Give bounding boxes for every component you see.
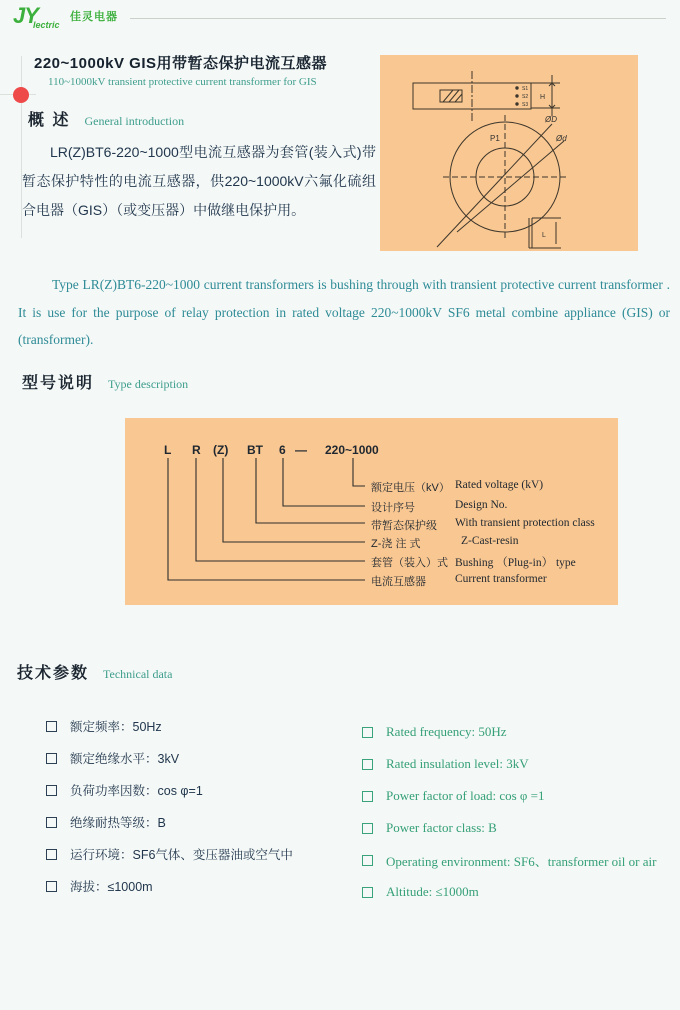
type-code-bt: BT (247, 443, 263, 457)
tech-item (46, 870, 293, 902)
overview-heading-cn: 概 述 (28, 112, 71, 129)
type-row-label-en: With transient protection class (455, 517, 595, 529)
tech-item-label: Operating environment: SF6、transformer oil or air (386, 853, 657, 869)
header-divider (130, 18, 666, 19)
dimension-h-label: H (540, 94, 546, 101)
type-row-label-cn: 电流互感器 (371, 576, 426, 588)
tech-item-label: Rated frequency: 50Hz (386, 724, 507, 739)
type-heading-en: Type description (108, 377, 189, 391)
overview-heading-en: General introduction (84, 114, 185, 128)
type-code-dash: — (295, 443, 307, 457)
type-code-r: R (192, 443, 201, 457)
type-row-label-en: Design No. (455, 499, 508, 511)
type-row-label-en: Rated voltage (kV) (455, 479, 544, 491)
overview-paragraph-cn: LR(Z)BT6-220~1000型电流互感器为套管(装入式)带暂态保护特性的电流互感器，供220~1000kV六氟化硫组合电器（GIS）（或变压器）中做继电保护用。 (22, 144, 376, 218)
tech-item-label: 负荷功率因数：cos φ=1 (70, 784, 203, 798)
tech-item (46, 806, 293, 838)
tech-item-label: Power factor of load: cos φ =1 (386, 788, 545, 803)
type-code-6: 6 (279, 443, 286, 457)
checkbox-icon (362, 823, 373, 834)
type-row-label-cn: 带暂态保护级 (371, 520, 437, 532)
tech-item-label: Rated insulation level: 3kV (386, 756, 529, 771)
company-logo (13, 3, 143, 37)
dimension-l-label: L (542, 232, 546, 239)
checkbox-icon (46, 817, 57, 828)
checkbox-icon (46, 849, 57, 860)
checkbox-icon (362, 855, 373, 866)
page-subtitle: 110~1000kV transient protective current transformer for GIS (48, 76, 317, 88)
terminal-label-s2: S2 (522, 94, 529, 100)
tech-item-label: 海拔：≤1000m (70, 880, 153, 894)
overview-heading (28, 107, 184, 130)
tech-item (362, 748, 656, 780)
checkbox-icon (362, 791, 373, 802)
tech-item (362, 812, 656, 844)
tech-item (46, 710, 293, 742)
tech-heading-cn: 技术参数 (17, 665, 90, 682)
checkbox-icon (46, 881, 57, 892)
tech-item (362, 844, 656, 876)
type-row-label-en: Z-Cast-resin (461, 535, 519, 547)
type-row-label-en: Current transformer (455, 573, 547, 585)
type-designation-panel (125, 418, 618, 605)
logo-script: lectric (33, 20, 60, 30)
tech-item-label: 额定频率：50Hz (70, 720, 162, 734)
dimension-inner-diameter-label: Ød (556, 134, 567, 143)
dimension-outer-diameter-label: ØD (545, 115, 557, 124)
tech-item-label: Power factor class: B (386, 820, 497, 835)
outline-drawing (380, 55, 638, 251)
checkbox-icon (362, 727, 373, 738)
red-dot-marker (13, 87, 29, 103)
tech-item-label: 运行环境：SF6气体、变压器油或空气中 (70, 848, 293, 862)
checkbox-icon (362, 887, 373, 898)
logo-chinese: 佳灵电器 (70, 11, 118, 23)
tech-item (46, 742, 293, 774)
tech-list-en (362, 716, 656, 908)
type-row-label-cn: 套管（装入）式 (371, 557, 448, 569)
tech-list-cn (46, 710, 293, 902)
logo-latin: JY (13, 3, 38, 28)
tech-item (46, 774, 293, 806)
type-row-label-cn: 额定电压（kV） (371, 482, 450, 494)
tech-item (362, 780, 656, 812)
type-row-label-cn: Z-浇 注 式 (371, 538, 421, 550)
overview-paragraph-en: Type LR(Z)BT6-220~1000 current transformers is bushing through with transient protective current transformer . It is use for the purpose of relay protection in rated voltage 220~1000kV SF6 metal combine appliance (GIS) or (transformer). (18, 277, 670, 347)
tech-item-label: 额定绝缘水平：3kV (70, 752, 180, 766)
type-row-label-en: Bushing （Plug-in） type (455, 557, 576, 569)
outline-drawing-panel (380, 55, 638, 251)
type-heading-cn: 型号说明 (22, 375, 95, 392)
checkbox-icon (46, 721, 57, 732)
type-code-z: (Z) (213, 443, 229, 457)
type-row-label-cn: 设计序号 (371, 502, 415, 514)
checkbox-icon (46, 785, 57, 796)
tech-item (362, 716, 656, 748)
tech-item (362, 876, 656, 908)
type-heading (22, 370, 188, 393)
terminal-label-s3: S3 (522, 102, 529, 108)
tech-heading (17, 660, 172, 683)
terminal-label-s1: S1 (522, 86, 529, 92)
tech-heading-en: Technical data (103, 667, 173, 681)
tech-item (46, 838, 293, 870)
tech-item-label: 绝缘耐热等级：B (70, 816, 166, 830)
terminal-label-p1: P1 (490, 134, 500, 143)
type-code-l: L (164, 443, 172, 457)
tech-item-label: Altitude: ≤1000m (386, 884, 479, 899)
checkbox-icon (362, 759, 373, 770)
page-title: 220~1000kV GIS用带暂态保护电流互感器 (34, 55, 328, 72)
checkbox-icon (46, 753, 57, 764)
type-code-voltage: 220~1000 (325, 443, 379, 457)
